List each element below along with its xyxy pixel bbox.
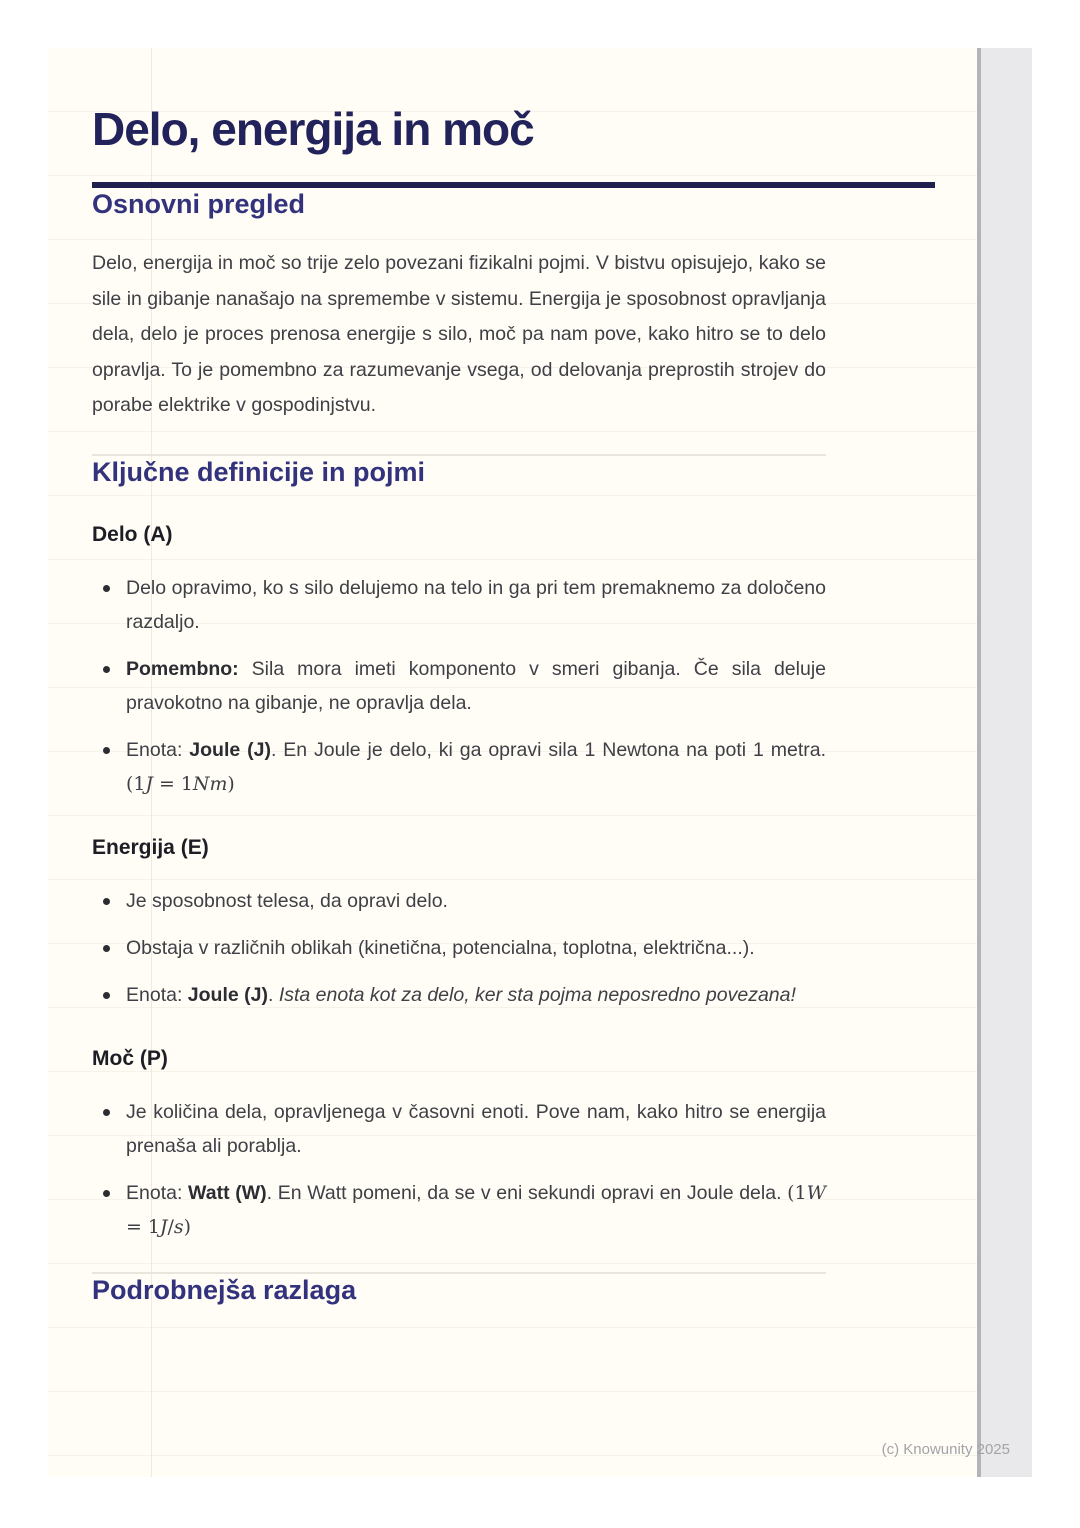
notebook-page	[48, 48, 977, 1477]
bullet-list	[92, 1095, 826, 1244]
bullet-text: Obstaja v različnih oblikah (kinetična, potencialna, toplotna, električna...).	[126, 936, 755, 959]
list-item	[92, 931, 826, 965]
bullet-text: Enota: Joule (J). Ista enota kot za delo, ker sta pojma neposredno povezana!	[126, 983, 796, 1006]
bullet-list	[92, 884, 826, 1012]
bullet-icon	[92, 978, 126, 1012]
bullet-icon	[92, 733, 126, 801]
list-item	[92, 1176, 826, 1244]
page-edge-panel	[977, 48, 1032, 1477]
section-heading-details: Podrobnejša razlaga	[92, 1274, 357, 1305]
bullet-text: Enota: Watt (W). En Watt pomeni, da se v eni sekundi opravi en Joule dela. (1W = 1J/s)	[126, 1181, 827, 1238]
definition-term: Energija (E)	[92, 835, 209, 859]
list-item	[92, 1095, 826, 1163]
list-item	[92, 978, 826, 1012]
bullet-list	[92, 571, 826, 801]
bullet-text: Enota: Joule (J). En Joule je delo, ki ga opravi sila 1 Newtona na poti 1 metra. (1J = 1Nm)	[126, 738, 827, 795]
list-item	[92, 733, 826, 801]
bullet-icon	[92, 931, 126, 965]
page-content	[92, 48, 935, 1306]
section-heading-overview: Osnovni pregled	[92, 189, 306, 219]
copyright-text: (c) Knowunity 2025	[881, 1441, 1010, 1458]
bullet-icon	[92, 884, 126, 918]
bullet-text: Je količina dela, opravljenega v časovni enoti. Pove nam, kako hitro se energija prenaša ali porablja.	[126, 1100, 826, 1157]
bullet-text: Je sposobnost telesa, da opravi delo.	[126, 889, 448, 912]
bullet-icon	[92, 1176, 126, 1244]
list-item	[92, 571, 826, 639]
page-title: Delo, energija in moč	[92, 103, 534, 155]
intro-paragraph: Delo, energija in moč so trije zelo povezani fizikalni pojmi. V bistvu opisujejo, kako se sile in gibanje nanašajo na spremembe v sistemu. Energija je sposobnost opravljanja dela, delo je proces prenosa energije s silo, moč pa nam pove, kako hitro se to delo opravlja. To je pomembno za razumevanje vsega, od delovanja preprostih strojev do porabe elektrike v gospodinjstvu.	[92, 252, 826, 416]
bullet-icon	[92, 652, 126, 720]
list-item	[92, 652, 826, 720]
bullet-icon	[92, 571, 126, 639]
definition-groups	[92, 522, 935, 1244]
bullet-text: Delo opravimo, ko s silo delujemo na telo in ga pri tem premaknemo za določeno razdaljo.	[126, 576, 826, 633]
definition-term: Moč (P)	[92, 1046, 168, 1070]
section-heading-definitions: Ključne definicije in pojmi	[92, 456, 426, 487]
bullet-icon	[92, 1095, 126, 1163]
definition-term: Delo (A)	[92, 522, 173, 546]
list-item	[92, 884, 826, 918]
bullet-text: Pomembno: Sila mora imeti komponento v smeri gibanja. Če sila deluje pravokotno na gibanje, ne opravlja dela.	[126, 657, 826, 714]
